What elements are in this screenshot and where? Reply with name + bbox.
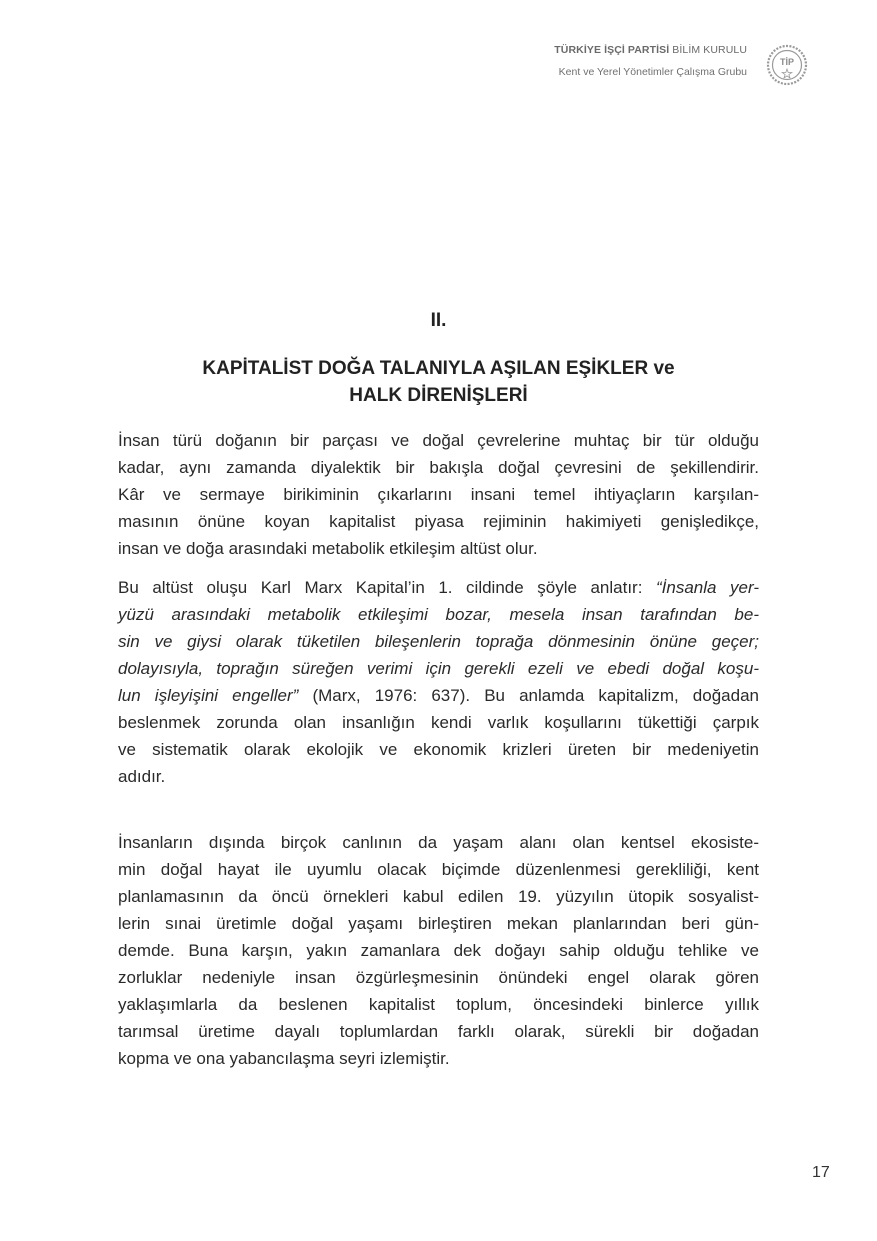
quote-text: “İnsanla yer-: [656, 578, 759, 597]
text-line: Kâr ve sermaye birikiminin çıkarlarını insani temel ihtiyaçların karşılan-: [118, 485, 759, 504]
text-line: lerin sınai üretimle doğal yaşamı birleştiren mekan planlarından beri gün-: [118, 914, 759, 933]
quote-text: dolayısıyla, toprağın süreğen verimi için gerekli ezeli ve ebedi doğal koşu-: [118, 659, 759, 678]
text-line: [118, 682, 759, 709]
text-line: kopma ve ona yabancılaşma seyri izlemiştir.: [118, 1049, 450, 1068]
text-line: [118, 574, 759, 601]
text-line: tarımsal üretime dayalı toplumlardan farklı olarak, sürekli bir doğadan: [118, 1022, 759, 1041]
plain-text: Bu altüst oluşu Karl Marx Kapital’in 1. cildinde şöyle anlatır:: [118, 578, 656, 597]
text-line: yaklaşımlarla da beslenen kapitalist toplum, öncesindeki binlerce yıllık: [118, 995, 759, 1014]
working-group-name: Kent ve Yerel Yönetimler Çalışma Grubu: [558, 66, 747, 78]
organization-name-bold: TÜRKİYE İŞÇİ PARTİSİ: [554, 44, 670, 56]
text-line: beslenmek zorunda olan insanlığın kendi varlık koşullarını tükettiği çarpık: [118, 713, 759, 732]
text-line: [118, 601, 759, 628]
text-line: zorluklar nedeniyle insan özgürleşmesinin önündeki engel olarak gören: [118, 968, 759, 987]
paragraph-2: [118, 574, 759, 790]
text-line: İnsan türü doğanın bir parçası ve doğal çevrelerine muhtaç bir tür olduğu: [118, 431, 759, 450]
text-line: İnsanların dışında birçok canlının da yaşam alanı olan kentsel ekosiste-: [118, 833, 759, 852]
svg-text:TİP: TİP: [779, 57, 795, 67]
text-line: masının önüne koyan kapitalist piyasa rejiminin hakimiyeti genişledikçe,: [118, 512, 759, 531]
organization-name: [554, 44, 747, 56]
page-number: 17: [812, 1164, 830, 1181]
tip-logo-icon: [766, 44, 808, 86]
text-line: insan ve doğa arasındaki metabolik etkileşim altüst olur.: [118, 539, 538, 558]
text-line: [118, 628, 759, 655]
section-title-line-1: KAPİTALİST DOĞA TALANIYLA AŞILAN EŞİKLER ve: [202, 358, 675, 379]
citation-text: (Marx, 1976: 637). Bu anlamda kapitalizm, doğadan: [298, 686, 759, 705]
quote-text: sin ve giysi olarak tüketilen bileşenlerin toprağa dönmesinin önüne geçer;: [118, 632, 759, 651]
quote-text: yüzü arasındaki metabolik etkileşimi bozar, mesela insan tarafından be-: [118, 605, 759, 624]
text-line: planlamasının da öncü örnekleri kabul edilen 19. yüzyılın ütopik sosyalist-: [118, 887, 759, 906]
organization-name-light: BİLİM KURULU: [672, 44, 747, 56]
text-line: adıdır.: [118, 767, 166, 786]
page-header: [554, 44, 747, 78]
quote-text: lun işleyişini engeller”: [118, 686, 299, 705]
section-title: [0, 355, 877, 409]
section-number: II.: [430, 310, 447, 331]
paragraph-3: [118, 829, 759, 1072]
text-line: min doğal hayat ile uyumlu olacak biçimde düzenlenmesi gerekliliği, kent: [118, 860, 759, 879]
text-line: kadar, aynı zamanda diyalektik bir bakışla doğal çevresini de şekillendirir.: [118, 458, 759, 477]
text-line: demde. Buna karşın, yakın zamanlara dek doğayı sahip olduğu tehlike ve: [118, 941, 759, 960]
section-title-line-2: HALK DİRENİŞLERİ: [349, 385, 528, 406]
text-line: [118, 655, 759, 682]
text-line: ve sistematik olarak ekolojik ve ekonomik krizleri üreten bir medeniyetin: [118, 740, 759, 759]
paragraph-1: [118, 427, 759, 562]
